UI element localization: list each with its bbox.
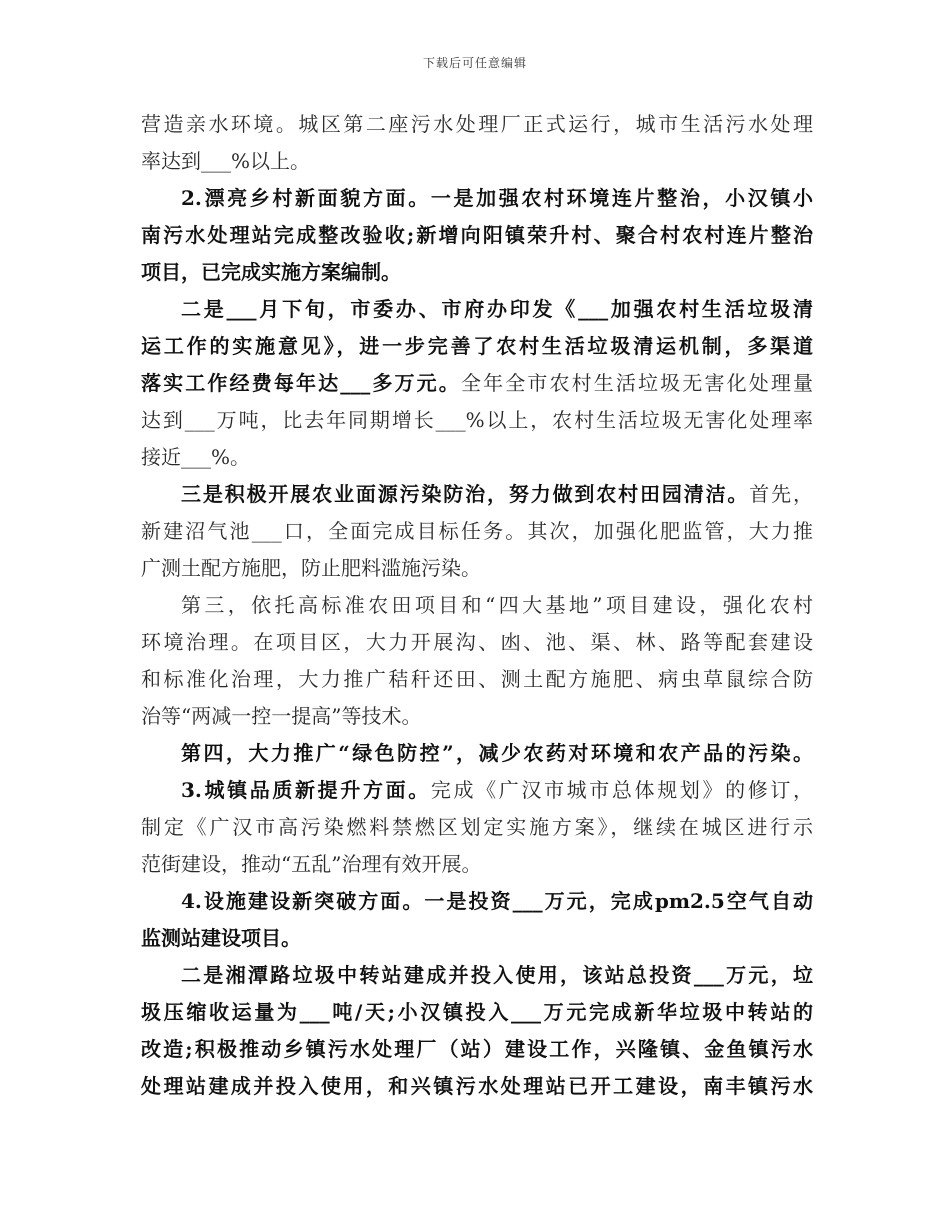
normal-text: 全年全市农村生活垃圾无害化处理量 [460,371,814,395]
normal-text: 完成《广汉市城市总体规划》的修订， [430,778,813,802]
text-line [141,402,813,439]
bold-text: 2.漂亮乡村新面貌方面。一是加强农村环境连片整治，小汉镇小 [181,186,813,210]
normal-text: 达到___万吨，比去年同期增长___%以上，农村生活垃圾无害化处理率 [141,408,813,432]
text-line [141,439,813,476]
text-line [141,957,813,994]
bold-text: 3.城镇品质新提升方面。 [181,778,431,802]
text-line [141,1068,813,1105]
normal-text: 接近___%。 [141,445,251,469]
text-line [141,365,813,402]
bold-text: 圾压缩收运量为___吨/天;小汉镇投入___万元完成新华垃圾中转站的 [141,1000,813,1024]
bold-text: 处理站建成并投入使用，和兴镇污水处理站已开工建设，南丰镇污水 [141,1074,813,1098]
text-line [141,661,813,698]
text-line [141,883,813,920]
text-line [141,254,813,291]
bold-text: 二是___月下旬，市委办、市府办印发《___加强农村生活垃圾清 [181,297,813,321]
normal-text: 率达到___%以上。 [141,149,311,173]
document-body [141,106,813,1105]
bold-text: 改造;积极推动乡镇污水处理厂（站）建设工作，兴隆镇、金鱼镇污水 [141,1037,813,1061]
bold-text: 运工作的实施意见》，进一步完善了农村生活垃圾清运机制，多渠道 [141,334,813,358]
bold-text: 项目，已完成实施方案编制。 [141,260,401,284]
text-line [141,328,813,365]
text-line [141,180,813,217]
text-line [141,550,813,587]
normal-text: 广测土配方施肥，防止肥料滥施污染。 [141,556,481,580]
text-line [141,1031,813,1068]
bold-text: 二是湘潭路垃圾中转站建成并投入使用，该站总投资___万元，垃 [181,963,813,987]
normal-text: 营造亲水环境。城区第二座污水处理厂正式运行，城市生活污水处理 [141,112,813,136]
bold-text: 4.设施建设新突破方面。一是投资___万元，完成pm2.5空气自动 [181,889,813,913]
normal-text: 制定《广汉市高污染燃料禁燃区划定实施方案》，继续在城区进行示 [141,815,813,839]
text-line [141,846,813,883]
bold-text: 南污水处理站完成整改验收;新增向阳镇荣升村、聚合村农村连片整治 [141,223,813,247]
bold-text: 监测站建设项目。 [141,926,301,950]
bold-text: 第四，大力推广“绿色防控”，减少农药对环境和农产品的污染。 [181,741,813,765]
text-line [141,994,813,1031]
normal-text: 和标准化治理，大力推广秸秆还田、测土配方施肥、病虫草鼠综合防 [141,667,813,691]
text-line [141,587,813,624]
text-line [141,513,813,550]
page-header: 下载后可任意编辑 [422,56,527,70]
normal-text: 首先， [749,482,814,506]
normal-text: 范街建设，推动“五乱”治理有效开展。 [141,852,482,876]
text-line [141,106,813,143]
normal-text: 第三，依托高标准农田项目和“四大基地”项目建设，强化农村 [181,593,813,617]
text-line [141,809,813,846]
text-line [141,698,813,735]
normal-text: 治等“两减一控一提高”等技术。 [141,704,422,728]
normal-text: 新建沼气池___口，全面完成目标任务。其次，加强化肥监管，大力推 [141,519,813,543]
bold-text: 落实工作经费每年达___多万元。 [141,371,461,395]
text-line [141,476,813,513]
text-line [141,291,813,328]
text-line [141,920,813,957]
text-line [141,143,813,180]
bold-text: 三是积极开展农业面源污染防治，努力做到农村田园清洁。 [181,482,750,506]
text-line [141,217,813,254]
text-line [141,624,813,661]
text-line [141,735,813,772]
normal-text: 环境治理。在项目区，大力开展沟、凼、池、渠、林、路等配套建设 [141,630,813,654]
text-line [141,772,813,809]
